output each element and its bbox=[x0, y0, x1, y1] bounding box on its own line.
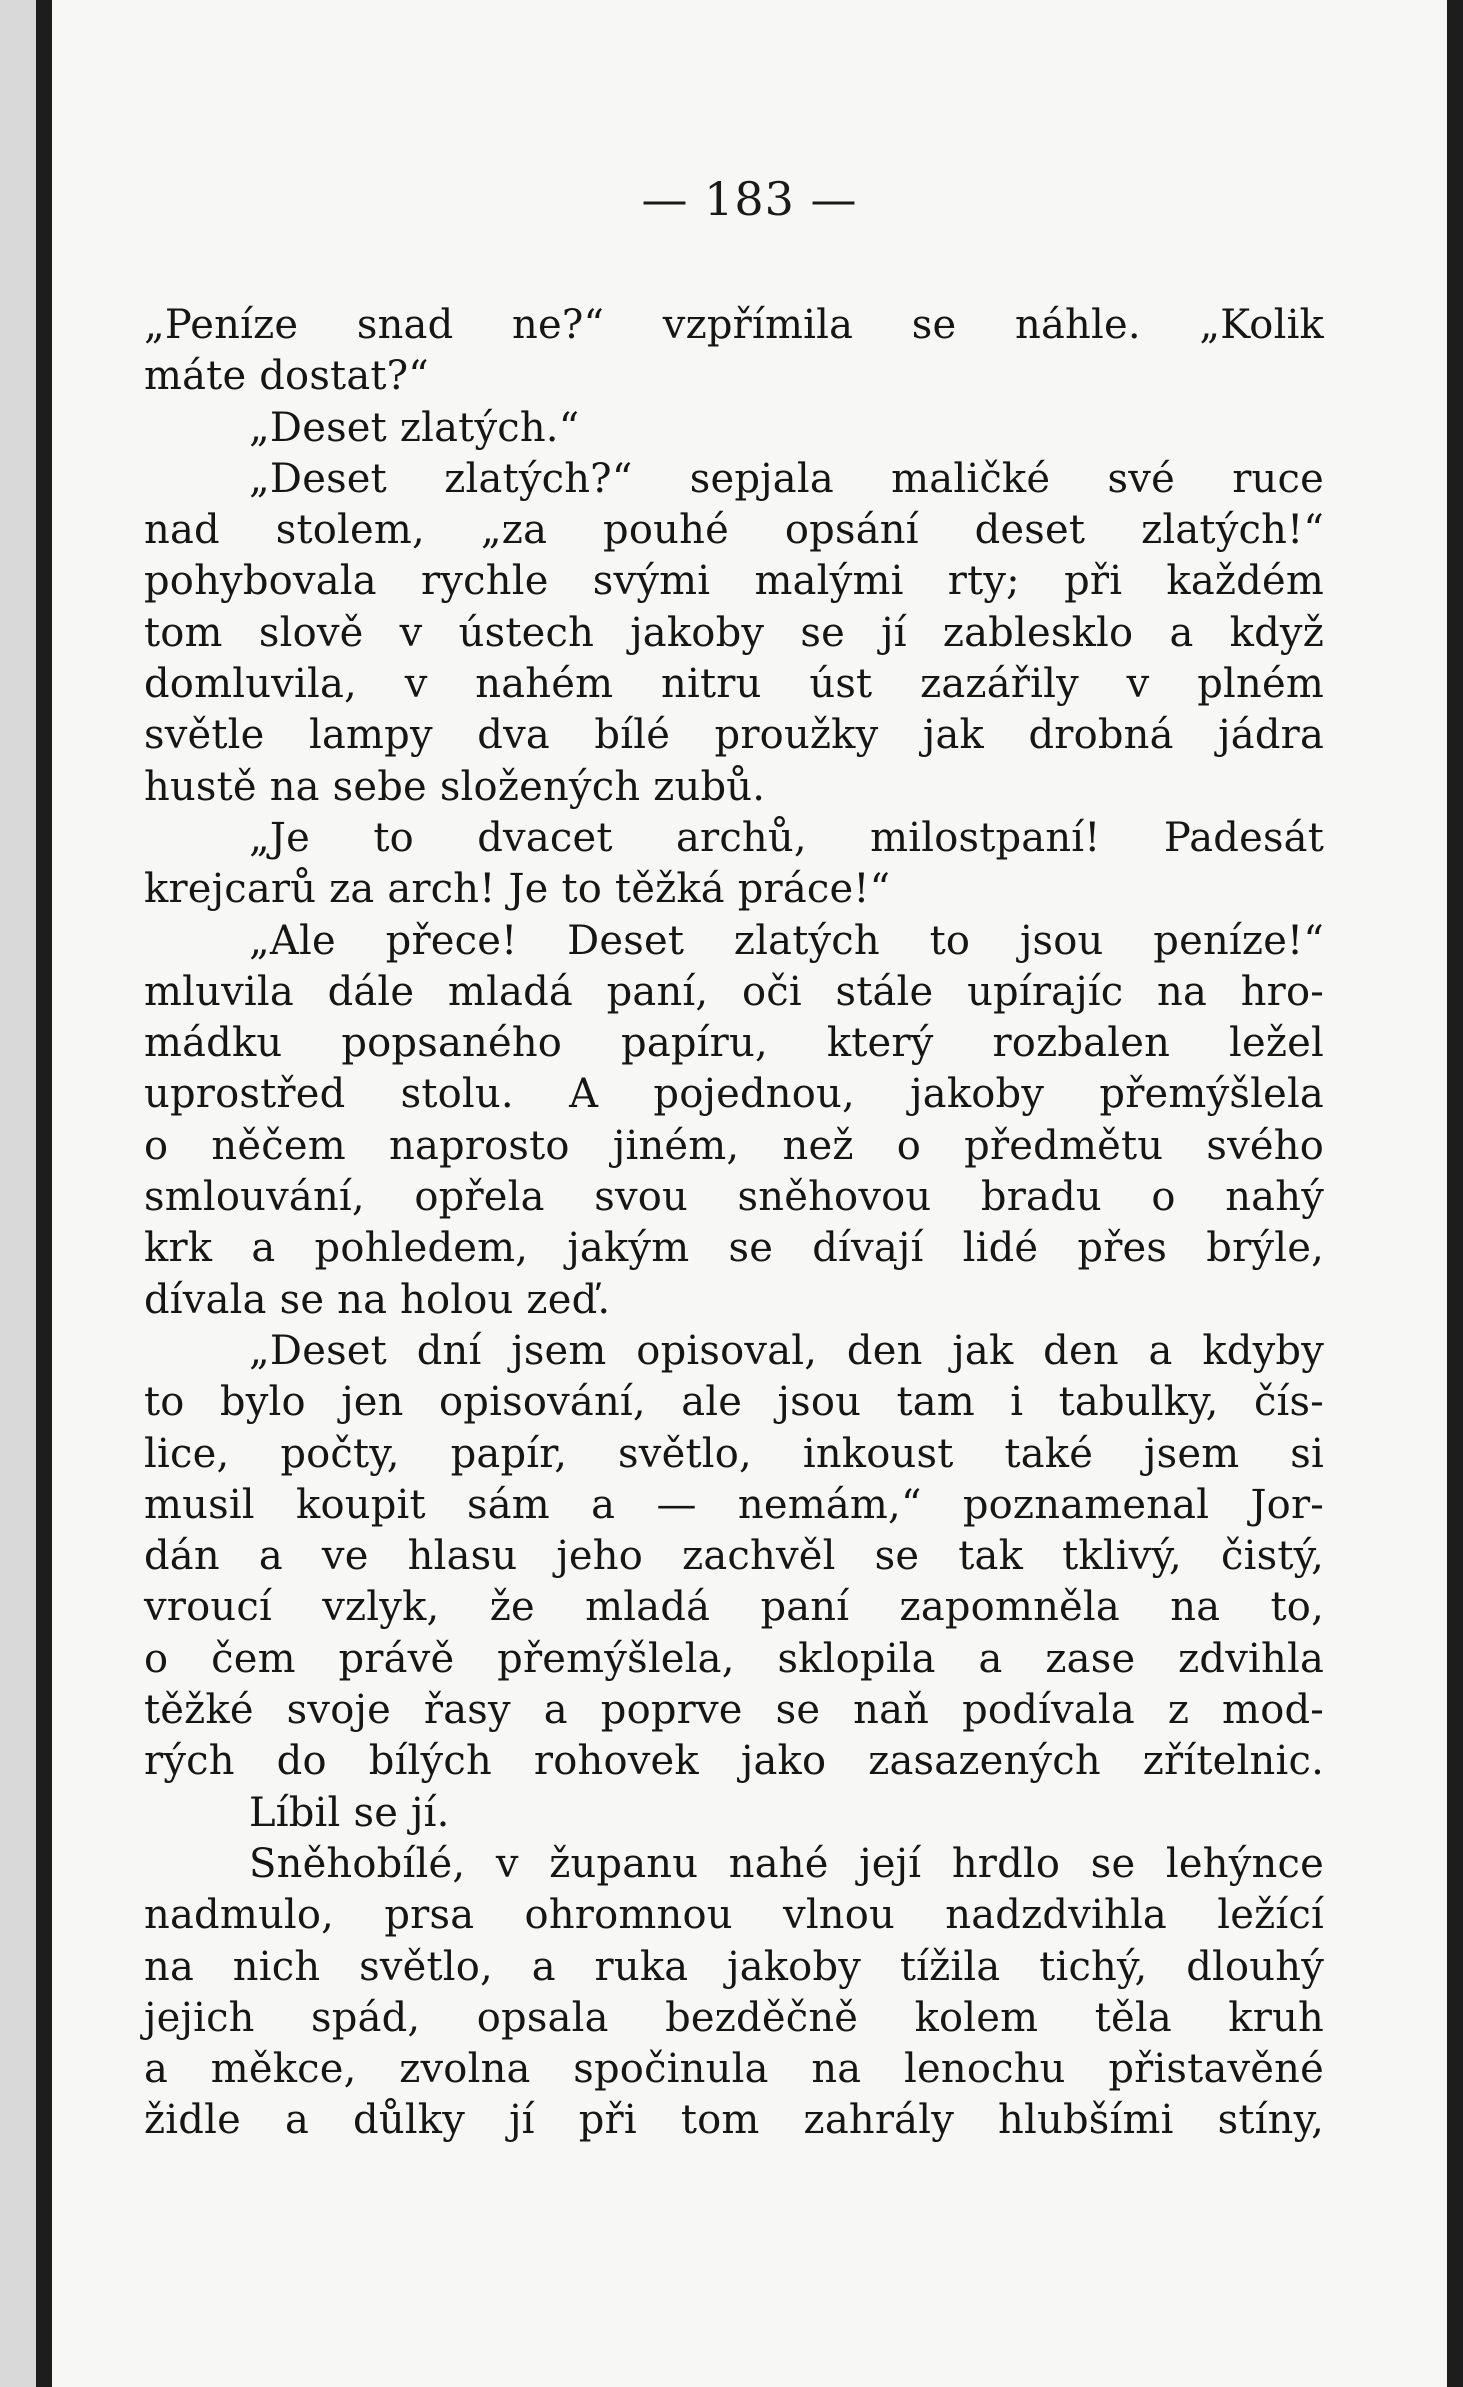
text-line: pohybovala rychle svými malými rty; při každém bbox=[144, 558, 1324, 605]
text-line: světle lampy dva bílé proužky jak drobná jádra bbox=[144, 712, 1324, 759]
text-line: hustě na sebe složených zubů. bbox=[144, 763, 766, 810]
text-line: Sněhobílé, v županu nahé její hrdlo se lehýnce bbox=[249, 1840, 1324, 1887]
page-number: — 183 — bbox=[641, 172, 858, 226]
text-line: „Deset dní jsem opisoval, den jak den a kdyby bbox=[249, 1327, 1324, 1374]
text-line: „Deset zlatých.“ bbox=[249, 404, 580, 451]
text-line: „Peníze snad ne?“ vzpřímila se náhle. „Kolik bbox=[144, 302, 1324, 348]
text-line: a měkce, zvolna spočinula na lenochu přistavěné bbox=[144, 2046, 1324, 2093]
text-line: krk a pohledem, jakým se dívají lidé přes brýle, bbox=[144, 1225, 1324, 1272]
text-line: židle a důlky jí při tom zahrály hlubšími stíny, bbox=[144, 2097, 1324, 2144]
text-line: smlouvání, opřela svou sněhovou bradu o nahý bbox=[144, 1174, 1324, 1221]
text-line: vroucí vzlyk, že mladá paní zapomněla na to, bbox=[144, 1584, 1324, 1631]
text-line: „Ale přece! Deset zlatých to jsou peníze!“ bbox=[249, 917, 1324, 964]
text-line: jejich spád, opsala bezděčně kolem těla kruh bbox=[144, 1994, 1324, 2041]
text-line: rých do bílých rohovek jako zasazených zřítelnic. bbox=[144, 1738, 1324, 1785]
text-line: domluvila, v nahém nitru úst zazářily v plném bbox=[144, 661, 1324, 708]
text-line: těžké svoje řasy a poprve se naň podívala z mod- bbox=[144, 1687, 1324, 1734]
text-line: to bylo jen opisování, ale jsou tam i tabulky, čís- bbox=[144, 1379, 1324, 1426]
text-line: musil koupit sám a — nemám,“ poznamenal Jor- bbox=[144, 1481, 1324, 1528]
text-line: krejcarů za arch! Je to těžká práce!“ bbox=[144, 866, 891, 913]
text-line: dán a ve hlasu jeho zachvěl se tak tklivý, čistý, bbox=[144, 1533, 1324, 1580]
text-line: „Deset zlatých?“ sepjala maličké své ruce bbox=[249, 455, 1324, 502]
text-line: o čem právě přemýšlela, sklopila a zase zdvihla bbox=[144, 1635, 1324, 1682]
text-line: nad stolem, „za pouhé opsání deset zlatých!“ bbox=[144, 507, 1324, 554]
text-line: Líbil se jí. bbox=[249, 1789, 450, 1836]
text-line: lice, počty, papír, světlo, inkoust také jsem si bbox=[144, 1430, 1324, 1477]
text-line: na nich světlo, a ruka jakoby tížila tichý, dlouhý bbox=[144, 1943, 1324, 1990]
page-body-text bbox=[144, 300, 1324, 2147]
text-line: mluvila dále mladá paní, oči stále upírajíc na hro- bbox=[144, 968, 1324, 1015]
text-line: uprostřed stolu. A pojednou, jakoby přemýšlela bbox=[144, 1071, 1324, 1118]
text-line: máte dostat?“ bbox=[144, 353, 429, 400]
previous-page-edge bbox=[0, 0, 36, 2387]
text-line: mádku popsaného papíru, který rozbalen ležel bbox=[144, 1020, 1324, 1067]
book-page bbox=[52, 0, 1447, 2387]
text-line: tom slově v ústech jakoby se jí zablesklo a když bbox=[144, 609, 1324, 656]
text-line: dívala se na holou zeď. bbox=[144, 1276, 611, 1323]
text-line: o něčem naprosto jiném, než o předmětu svého bbox=[144, 1122, 1324, 1169]
text-line: „Je to dvacet archů, milostpaní! Padesát bbox=[249, 814, 1324, 861]
text-line: nadmulo, prsa ohromnou vlnou nadzdvihla ležící bbox=[144, 1892, 1324, 1939]
